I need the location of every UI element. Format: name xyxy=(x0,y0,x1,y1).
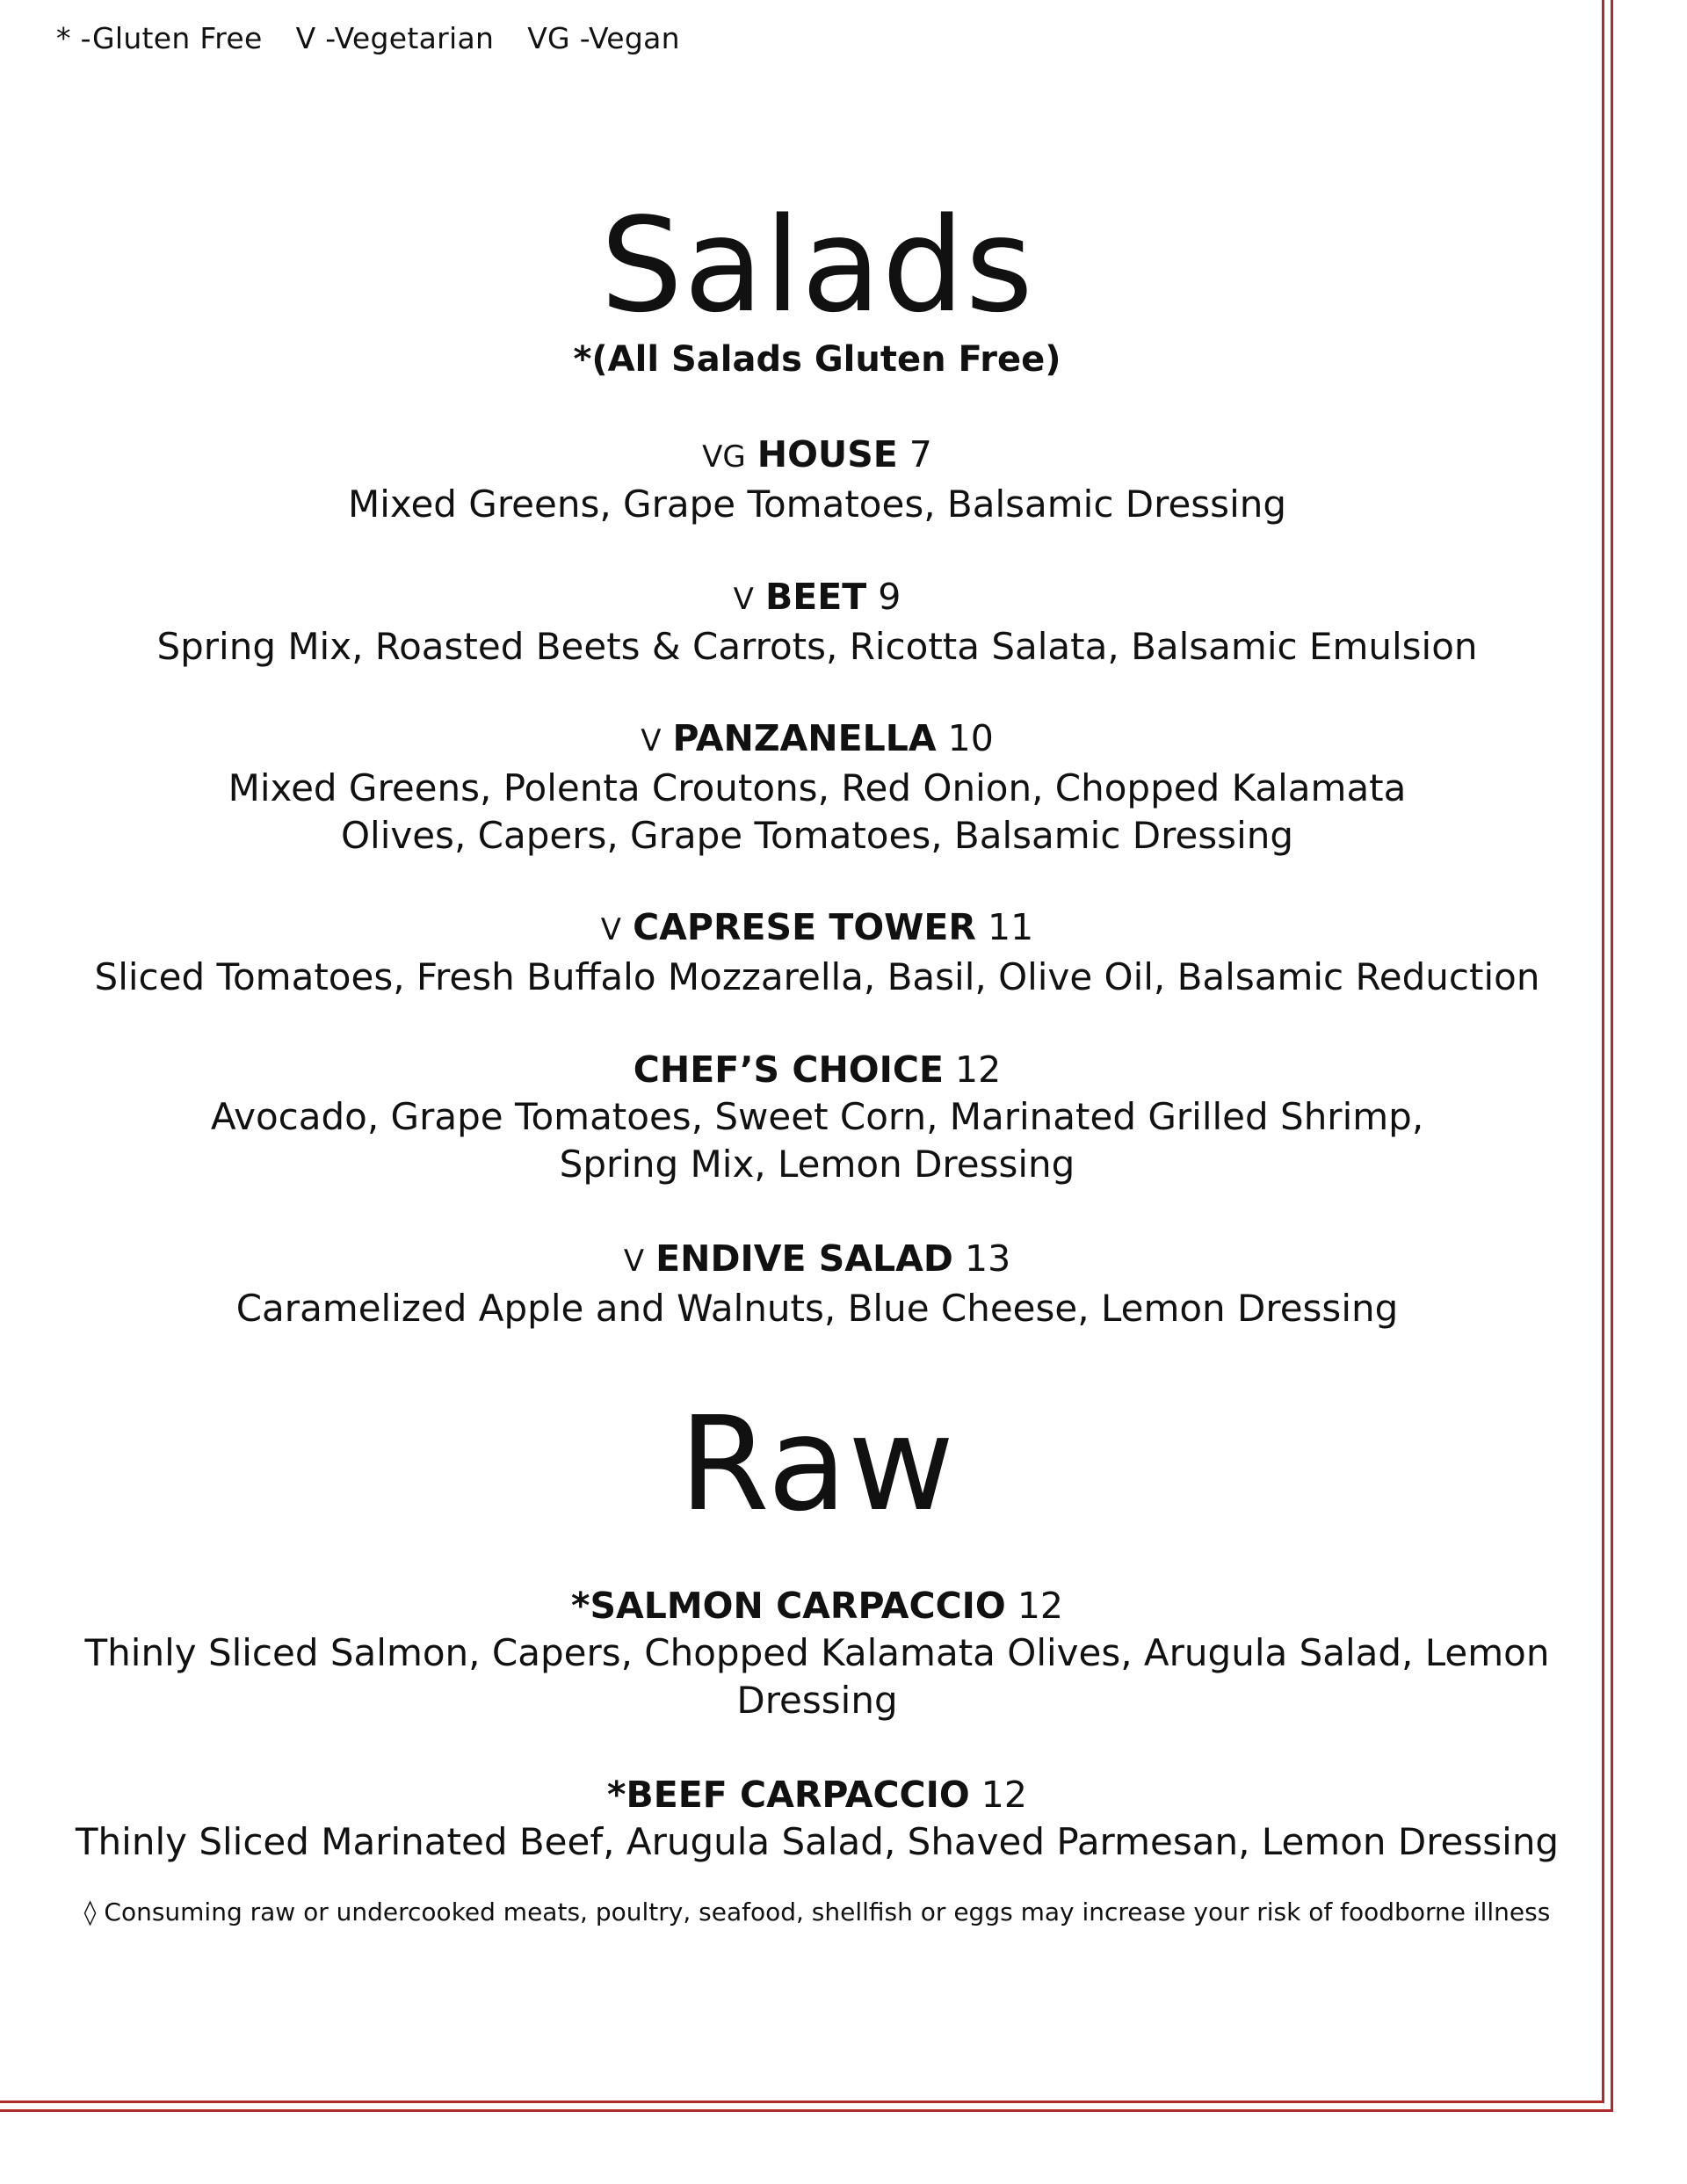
menu-item xyxy=(35,903,1599,1001)
menu-item xyxy=(35,573,1599,671)
item-description: Thinly Sliced Marinated Beef, Arugula Salad, Shaved Parmesan, Lemon Dressing xyxy=(75,1820,1560,1863)
legend-gluten-free: * -Gluten Free xyxy=(56,21,263,55)
legend-vegetarian: V -Vegetarian xyxy=(295,21,495,55)
menu-item xyxy=(35,1046,1599,1188)
menu-item xyxy=(35,715,1599,860)
item-description: Avocado, Grape Tomatoes, Sweet Corn, Marinated Grilled Shrimp, xyxy=(210,1095,1424,1138)
item-price: 12 xyxy=(981,1774,1027,1816)
item-price: 13 xyxy=(964,1237,1011,1280)
menu-item-heading xyxy=(35,903,1599,954)
item-description: Caramelized Apple and Walnuts, Blue Cheese, Lemon Dressing xyxy=(235,1287,1399,1330)
legend-vegan: VG -Vegan xyxy=(527,21,680,55)
item-price: 11 xyxy=(988,906,1034,948)
salads-subtitle: *(All Salads Gluten Free) xyxy=(573,339,1061,380)
item-name: ENDIVE SALAD xyxy=(655,1237,953,1280)
item-name: PANZANELLA xyxy=(672,717,937,759)
diet-tag: V xyxy=(641,723,662,758)
menu-item xyxy=(35,1582,1599,1724)
diet-tag: VG xyxy=(702,439,746,475)
border-bottom-inner xyxy=(0,2101,1604,2103)
item-description: Sliced Tomatoes, Fresh Buffalo Mozzarella, Basil, Olive Oil, Balsamic Reduction xyxy=(94,955,1540,998)
border-bottom-outer xyxy=(0,2109,1613,2112)
item-name: HOUSE xyxy=(757,433,898,475)
item-description: Thinly Sliced Salmon, Capers, Chopped Kalamata Olives, Arugula Salad, Lemon xyxy=(84,1631,1550,1674)
menu-item-heading xyxy=(35,573,1599,623)
menu-item-heading xyxy=(35,1582,1599,1629)
item-price: 7 xyxy=(909,433,932,475)
diet-tag: V xyxy=(623,1244,645,1279)
menu-item-heading xyxy=(35,1046,1599,1093)
border-right-outer xyxy=(1611,0,1613,2112)
item-description: Mixed Greens, Polenta Croutons, Red Onion, Chopped Kalamata xyxy=(228,766,1407,809)
item-price: 12 xyxy=(955,1048,1002,1091)
menu-item xyxy=(35,431,1599,528)
menu-item-heading xyxy=(35,431,1599,481)
item-description: Olives, Capers, Grape Tomatoes, Balsamic Dressing xyxy=(340,814,1294,857)
raw-food-warning: ◊ Consuming raw or undercooked meats, poultry, seafood, shellfish or eggs may increase your risk of foodborne illness xyxy=(83,1897,1551,1926)
menu-item-heading xyxy=(35,1235,1599,1285)
menu-item xyxy=(35,1235,1599,1332)
menu-item xyxy=(35,1771,1599,1866)
item-description: Spring Mix, Roasted Beets & Carrots, Ricotta Salata, Balsamic Emulsion xyxy=(156,625,1478,668)
diet-tag: V xyxy=(733,582,754,617)
item-price: 12 xyxy=(1017,1585,1063,1627)
menu-item-heading xyxy=(35,1771,1599,1818)
item-name: CHEF’S CHOICE xyxy=(633,1048,944,1091)
item-name: *BEEF CARPACCIO xyxy=(607,1774,970,1816)
item-description: Mixed Greens, Grape Tomatoes, Balsamic Dressing xyxy=(347,483,1287,526)
salads-title: Salads xyxy=(600,190,1034,341)
diet-tag: V xyxy=(600,912,622,947)
item-price: 9 xyxy=(878,576,901,618)
border-right-inner xyxy=(1602,0,1604,2103)
menu-item-heading xyxy=(35,715,1599,765)
item-name: CAPRESE TOWER xyxy=(633,906,976,948)
diet-legend xyxy=(56,21,713,55)
item-description: Dressing xyxy=(736,1679,898,1722)
item-name: *SALMON CARPACCIO xyxy=(571,1585,1006,1627)
item-name: BEET xyxy=(764,576,867,618)
item-description: Spring Mix, Lemon Dressing xyxy=(559,1143,1075,1186)
item-price: 10 xyxy=(947,717,994,759)
raw-title: Raw xyxy=(678,1389,956,1540)
